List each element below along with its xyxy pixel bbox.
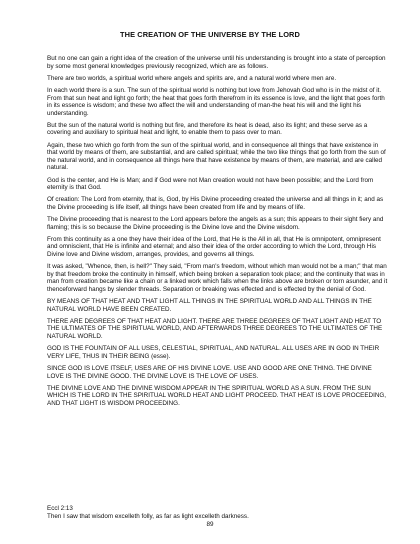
scripture-reference: Eccl 2:13 — [47, 505, 73, 512]
paragraph-caps: BY MEANS OF THAT HEAT AND THAT LIGHT ALL THINGS IN THE SPIRITUAL WORLD AND ALL THINGS IN THE NATURAL WORLD HAVE BEEN CREATED. — [47, 298, 372, 313]
paragraph: God is the center, and He is Man; and if God were not Man creation would not have been possible; and the Lord from eternity is that God. — [47, 176, 374, 192]
paragraph-caps: GOD IS THE FOUNTAIN OF ALL USES, CELESTIAL, SPIRITUAL, AND NATURAL. ALL USES ARE IN GOD IN THEIR VERY LIFE, THUS IN THEIR BEING (esse). — [47, 345, 380, 360]
paragraph: Again, these two which go forth from the sun of the spiritual world, and in consequence all things that have existence in that world by means of them, are substantial, and are called spiritual; while the two like things that go forth from the sun of the natural world, and in consequence all things here that have existence by means of them, are material, and are called natural. — [47, 141, 386, 172]
document-body — [47, 55, 390, 412]
paragraph-caps: THERE ARE DEGREES OF THAT HEAT AND LIGHT. THERE ARE THREE DEGREES OF THAT LIGHT AND HEAT TO THE ULTIMATES OF THE SPIRITUAL WORLD, AND AFTERWARDS THREE DEGREES TO THE ULTIMATES OF THE NATURAL WORLD. — [47, 317, 383, 340]
scripture-footer — [47, 505, 390, 520]
scripture-quote: Then I saw that wisdom excelleth folly, as far as light excelleth darkness. — [47, 512, 249, 520]
paragraph: The Divine proceeding that is nearest to the Lord appears before the angels as a sun; this appears to their sight fiery and flaming; this is so because the Divine proceeding is the Divine love and the Divine wisdom. — [47, 216, 384, 231]
paragraph: In each world there is a sun. The sun of the spiritual world is nothing but love from Jehovah God who is in the midst of it. From that sun heat and light go forth; the heat that goes forth therefrom in its essence is love, and the light that goes forth in its essence is wisdom; and these two affect the will and understanding of man-the heat his will and the light his understanding. — [47, 87, 385, 117]
page-title: THE CREATION OF THE UNIVERSE BY THE LORD — [120, 30, 300, 39]
paragraph: From this continuity as a one they have their idea of the Lord, that He is the All in all, that He is omnipotent, omnipresent and omniscient, that He is infinite and eternal; and also their idea of the order according to which the Lord, through His Divine love and Divine wisdom, arranges, provides, and governs all things. — [47, 235, 381, 258]
paragraph: It was asked, "Whence, then, is hell?" They said, "From man's freedom, without which man would not be a man;" that man by that freedom broke the continuity in himself, which being broken a separation took place; and the continuity that was in man from creation became like a chain or a linked work which falls when the links above are broken or torn asunder, and it thenceforward hangs by slender threads. Separation or breaking was effected and is effected by the denial of God. — [47, 263, 388, 293]
paragraph-caps: THE DIVINE LOVE AND THE DIVINE WISDOM APPEAR IN THE SPIRITUAL WORLD AS A SUN. FROM THE SUN WHICH IS THE LORD IN THE SPIRITUAL WORLD HEAT AND LIGHT PROCEED. THAT HEAT IS LOVE PROCEEDING, AND THAT LIGHT IS WISDOM PROCEEDING. — [47, 384, 387, 407]
paragraph-caps: SINCE GOD IS LOVE ITSELF, USES ARE OF HIS DIVINE LOVE. USE AND GOOD ARE ONE THING. THE DIVINE LOVE IS THE DIVINE GOOD. THE DIVINE LOVE IS THE LOVE OF USES. — [47, 364, 372, 380]
paragraph: But the sun of the natural world is nothing but fire, and therefore its heat is dead, also its light; and these serve as a covering and auxiliary to spiritual heat and light, to enable them to pass over to man. — [47, 121, 368, 137]
page-number: 89 — [206, 521, 214, 528]
paragraph: There are two worlds, a spiritual world where angels and spirits are, and a natural world where men are. — [47, 74, 337, 82]
paragraph: Of creation: The Lord from eternity, that is, God, by His Divine proceeding created the universe and all things in it; and as the Divine proceeding is life itself, all things have been created from life and by means of life. — [47, 196, 384, 211]
paragraph: But no one can gain a right idea of the creation of the universe until his understanding is brought into a state of perception by some most general knowledges previously recognized, which are as follows. — [47, 55, 386, 70]
